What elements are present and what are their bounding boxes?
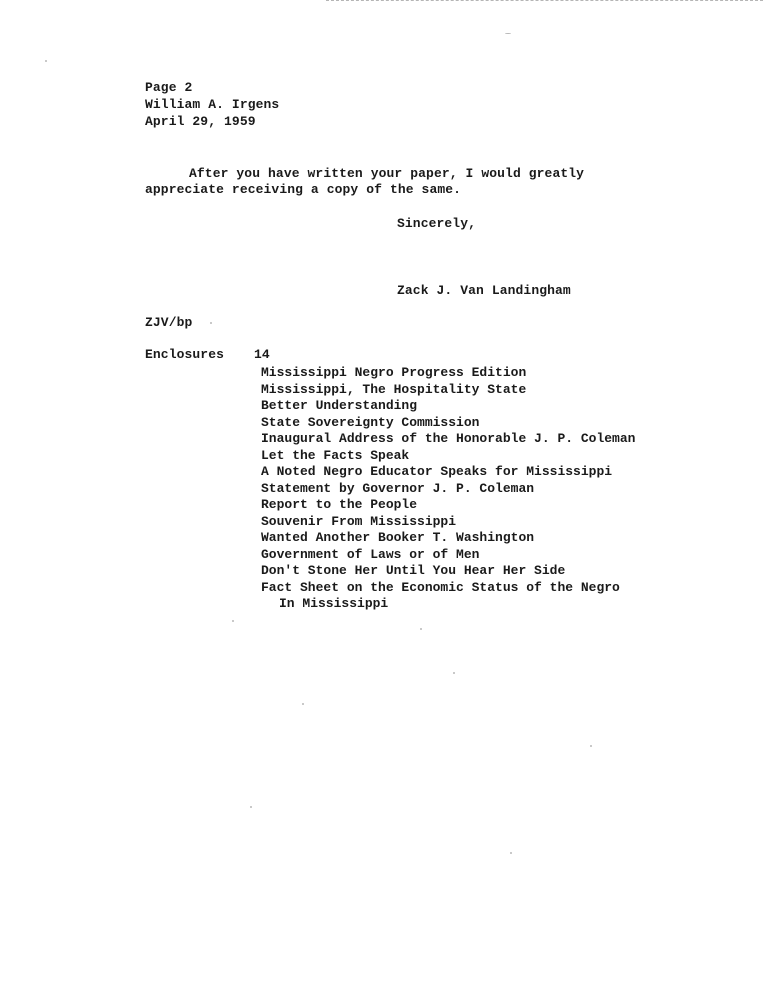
reference-initials: ZJV/bp — [145, 315, 193, 330]
letter-date: April 29, 1959 — [145, 114, 256, 129]
enclosures-count: 14 — [254, 347, 270, 362]
closing-salutation: Sincerely, — [397, 216, 477, 231]
enclosure-item: Report to the People — [261, 497, 418, 512]
body-paragraph-line-2: appreciate receiving a copy of the same. — [145, 182, 462, 197]
enclosure-item: Mississippi Negro Progress Edition — [261, 365, 527, 380]
top-dashed-rule — [326, 0, 763, 1]
enclosure-item: Don't Stone Her Until You Hear Her Side — [261, 563, 566, 578]
enclosure-item: Government of Laws or of Men — [261, 546, 480, 562]
signer-name: Zack J. Van Landingham — [397, 283, 571, 298]
page-label: Page 2 — [145, 80, 193, 95]
enclosure-item: Wanted Another Booker T. Washington — [261, 530, 535, 545]
enclosures-list — [261, 365, 635, 613]
enclosure-item-continuation: In Mississippi — [279, 596, 389, 611]
enclosure-item: Better Understanding — [261, 398, 418, 413]
enclosure-item: Mississippi, The Hospitality State — [261, 381, 527, 397]
enclosure-item: Fact Sheet on the Economic Status of the Negro — [261, 579, 620, 595]
recipient-name: William A. Irgens — [145, 97, 280, 112]
enclosure-item: Statement by Governor J. P. Coleman — [261, 480, 535, 496]
enclosure-item: Inaugural Address of the Honorable J. P. Coleman — [261, 431, 636, 446]
enclosure-item: Let the Facts Speak — [261, 447, 410, 463]
enclosure-item: A Noted Negro Educator Speaks for Mississippi — [261, 464, 613, 479]
enclosure-item: State Sovereignty Commission — [261, 414, 480, 430]
enclosure-item: Souvenir From Mississippi — [261, 513, 457, 529]
body-paragraph-line-1: After you have written your paper, I would greatly — [189, 166, 585, 181]
enclosures-label: Enclosures — [145, 347, 225, 362]
